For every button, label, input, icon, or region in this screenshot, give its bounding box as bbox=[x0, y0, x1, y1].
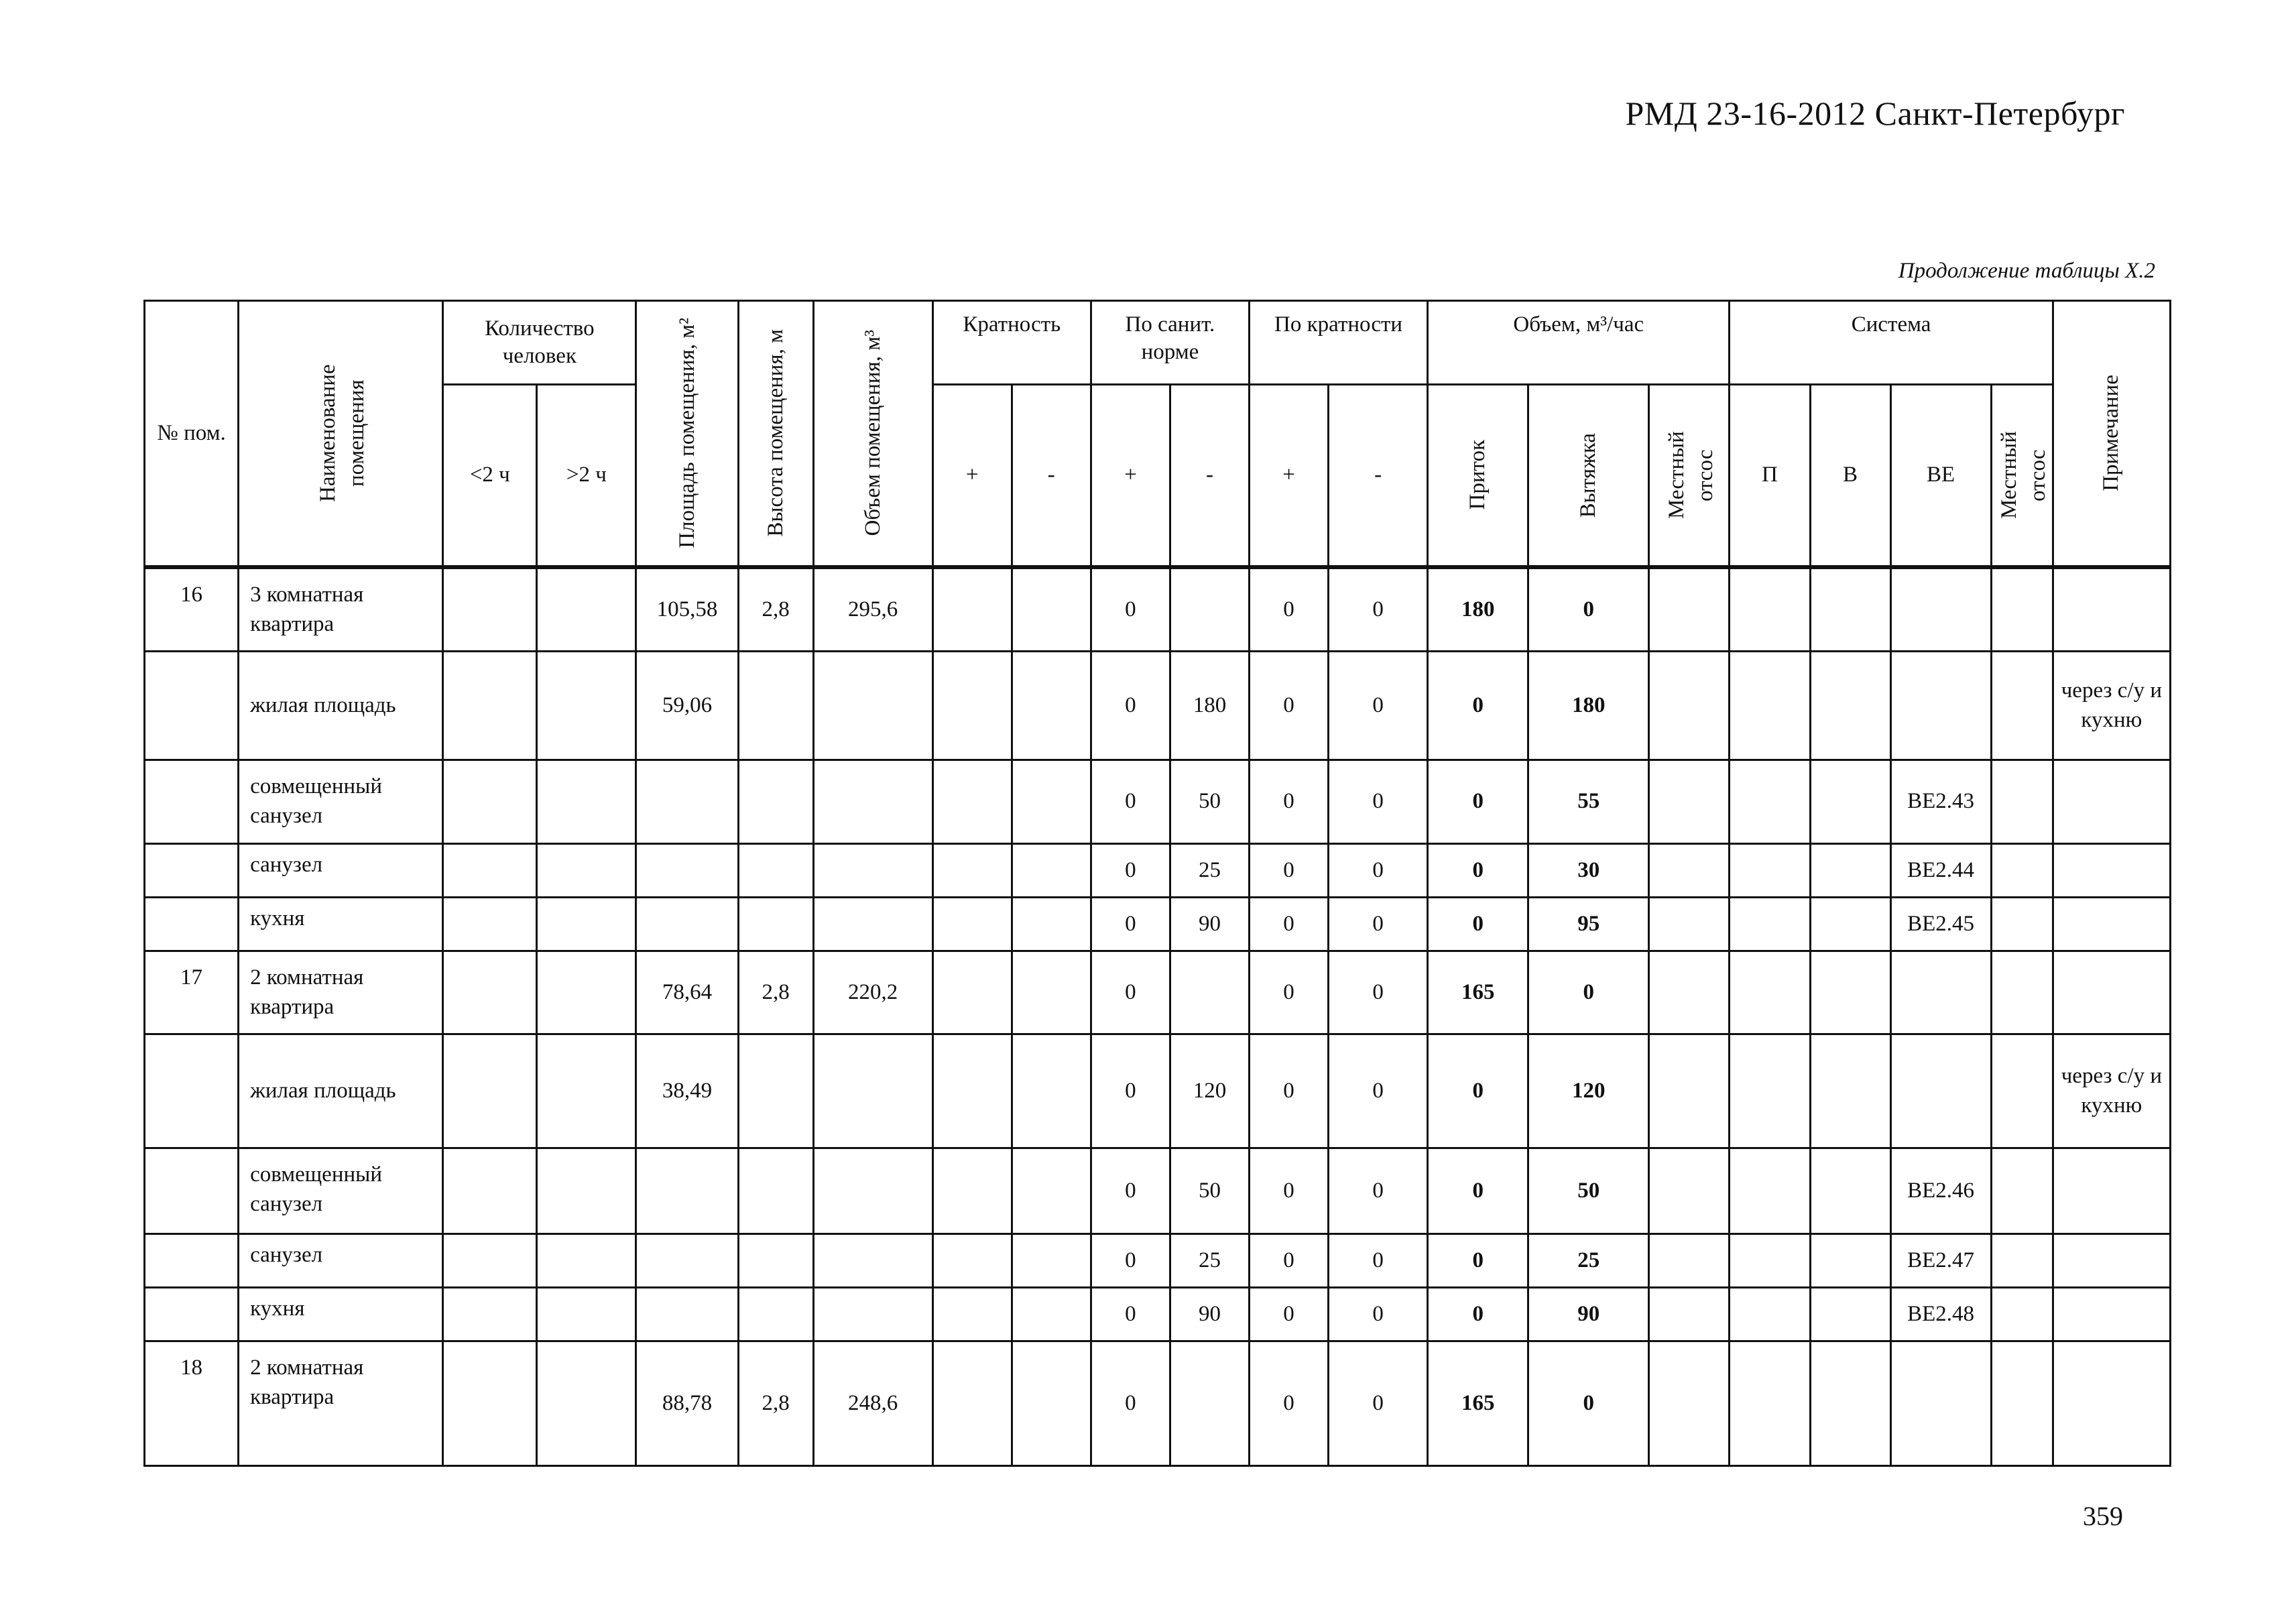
cell-people-lt bbox=[443, 897, 537, 951]
cell-note bbox=[2053, 897, 2170, 951]
cell-people-lt bbox=[443, 951, 537, 1034]
header-height bbox=[738, 301, 813, 567]
cell-local-exhaust bbox=[1649, 1287, 1730, 1341]
cell-sys-local bbox=[1991, 651, 2053, 760]
cell-sys-ve: ВЕ2.46 bbox=[1890, 1148, 1991, 1234]
header-system: Система bbox=[1730, 301, 2053, 385]
cell-area: 59,06 bbox=[636, 651, 738, 760]
cell-people-gt bbox=[537, 1234, 636, 1287]
cell-supply: 0 bbox=[1428, 897, 1528, 951]
cell-sys-local bbox=[1991, 1234, 2053, 1287]
table-row bbox=[145, 651, 2171, 760]
cell-ratio-minus bbox=[1012, 567, 1091, 652]
cell-supply: 0 bbox=[1428, 1148, 1528, 1234]
cell-san-plus: 0 bbox=[1091, 1287, 1170, 1341]
cell-exhaust: 120 bbox=[1528, 1034, 1649, 1148]
cell-san-minus: 180 bbox=[1170, 651, 1249, 760]
cell-kr-plus: 0 bbox=[1249, 843, 1328, 897]
cell-people-lt bbox=[443, 1234, 537, 1287]
cell-san-minus: 120 bbox=[1170, 1034, 1249, 1148]
cell-name: санузел bbox=[239, 1234, 443, 1287]
cell-sys-p bbox=[1730, 1287, 1810, 1341]
cell-local-exhaust bbox=[1649, 1341, 1730, 1465]
header-by-ratio-minus: - bbox=[1329, 385, 1428, 567]
cell-note: через с/у и кухню bbox=[2053, 1034, 2170, 1148]
header-area bbox=[636, 301, 738, 567]
cell-san-minus: 50 bbox=[1170, 760, 1249, 843]
document-header: РМД 23-16-2012 Санкт-Петербург bbox=[1625, 95, 2125, 132]
header-local-exhaust-text: Местный отсос bbox=[1664, 431, 1717, 520]
cell-people-lt bbox=[443, 760, 537, 843]
cell-num bbox=[145, 1234, 239, 1287]
cell-kr-plus: 0 bbox=[1249, 567, 1328, 652]
cell-san-plus: 0 bbox=[1091, 1341, 1170, 1465]
header-height-text: Высота помещения, м bbox=[763, 329, 788, 538]
cell-ratio-plus bbox=[932, 567, 1012, 652]
cell-san-plus: 0 bbox=[1091, 651, 1170, 760]
table-row bbox=[145, 843, 2171, 897]
cell-sys-p bbox=[1730, 760, 1810, 843]
cell-exhaust: 95 bbox=[1528, 897, 1649, 951]
header-exhaust bbox=[1528, 385, 1649, 567]
cell-name: кухня bbox=[239, 1287, 443, 1341]
cell-kr-plus: 0 bbox=[1249, 1341, 1328, 1465]
header-people: Количество человек bbox=[443, 301, 636, 385]
cell-num bbox=[145, 1287, 239, 1341]
cell-ratio-minus bbox=[1012, 1234, 1091, 1287]
ventilation-table bbox=[143, 300, 2171, 1467]
cell-volume bbox=[813, 1234, 932, 1287]
cell-volume bbox=[813, 1287, 932, 1341]
cell-people-lt bbox=[443, 567, 537, 652]
cell-height bbox=[738, 1287, 813, 1341]
header-volume-text: Объем помещения, м³ bbox=[860, 330, 885, 537]
cell-kr-plus: 0 bbox=[1249, 1234, 1328, 1287]
cell-volume bbox=[813, 1148, 932, 1234]
cell-sys-v bbox=[1810, 760, 1890, 843]
cell-num: 17 bbox=[145, 951, 239, 1034]
cell-sys-v bbox=[1810, 843, 1890, 897]
cell-sys-ve: ВЕ2.44 bbox=[1890, 843, 1991, 897]
cell-san-plus: 0 bbox=[1091, 1234, 1170, 1287]
cell-name: жилая площадь bbox=[239, 1034, 443, 1148]
header-sys-ve: ВЕ bbox=[1890, 385, 1991, 567]
cell-name: совмещенный санузел bbox=[239, 760, 443, 843]
header-sanit-minus: - bbox=[1170, 385, 1249, 567]
cell-height bbox=[738, 760, 813, 843]
cell-ratio-minus bbox=[1012, 1287, 1091, 1341]
cell-san-minus: 50 bbox=[1170, 1148, 1249, 1234]
header-flow: Объем, м³/час bbox=[1428, 301, 1730, 385]
header-ratio: Кратность bbox=[932, 301, 1091, 385]
cell-sys-local bbox=[1991, 1287, 2053, 1341]
cell-people-lt bbox=[443, 843, 537, 897]
cell-local-exhaust bbox=[1649, 951, 1730, 1034]
cell-sys-ve bbox=[1890, 951, 1991, 1034]
cell-sys-p bbox=[1730, 897, 1810, 951]
cell-sys-v bbox=[1810, 1287, 1890, 1341]
cell-people-gt bbox=[537, 951, 636, 1034]
header-name-text: Наименование помещения bbox=[316, 364, 369, 503]
cell-people-lt bbox=[443, 1034, 537, 1148]
cell-sys-ve bbox=[1890, 1034, 1991, 1148]
cell-sys-p bbox=[1730, 1234, 1810, 1287]
cell-volume bbox=[813, 1034, 932, 1148]
header-volume bbox=[813, 301, 932, 567]
cell-kr-plus: 0 bbox=[1249, 1034, 1328, 1148]
cell-volume bbox=[813, 897, 932, 951]
cell-sys-v bbox=[1810, 567, 1890, 652]
cell-ratio-plus bbox=[932, 897, 1012, 951]
cell-ratio-plus bbox=[932, 1341, 1012, 1465]
cell-num bbox=[145, 760, 239, 843]
cell-ratio-plus bbox=[932, 760, 1012, 843]
header-sanit: По санит. норме bbox=[1091, 301, 1249, 385]
cell-sys-ve: ВЕ2.43 bbox=[1890, 760, 1991, 843]
cell-note bbox=[2053, 567, 2170, 652]
cell-sys-p bbox=[1730, 843, 1810, 897]
header-note-text: Примечание bbox=[2099, 375, 2124, 492]
cell-num bbox=[145, 651, 239, 760]
cell-height bbox=[738, 651, 813, 760]
cell-exhaust: 180 bbox=[1528, 651, 1649, 760]
page-number: 359 bbox=[2083, 1501, 2123, 1531]
header-sys-local bbox=[1991, 385, 2053, 567]
cell-ratio-plus bbox=[932, 651, 1012, 760]
cell-sys-local bbox=[1991, 1148, 2053, 1234]
cell-people-gt bbox=[537, 1341, 636, 1465]
cell-height bbox=[738, 1148, 813, 1234]
cell-sys-ve: ВЕ2.48 bbox=[1890, 1287, 1991, 1341]
cell-san-minus bbox=[1170, 951, 1249, 1034]
table-continuation-caption: Продолжение таблицы X.2 bbox=[1898, 259, 2155, 283]
cell-people-gt bbox=[537, 1034, 636, 1148]
cell-exhaust: 0 bbox=[1528, 951, 1649, 1034]
header-by-ratio-plus: + bbox=[1249, 385, 1328, 567]
cell-exhaust: 30 bbox=[1528, 843, 1649, 897]
cell-kr-plus: 0 bbox=[1249, 897, 1328, 951]
cell-sys-local bbox=[1991, 843, 2053, 897]
cell-local-exhaust bbox=[1649, 1034, 1730, 1148]
cell-volume: 248,6 bbox=[813, 1341, 932, 1465]
cell-height: 2,8 bbox=[738, 567, 813, 652]
cell-kr-minus: 0 bbox=[1329, 760, 1428, 843]
cell-num bbox=[145, 1148, 239, 1234]
cell-san-minus: 90 bbox=[1170, 897, 1249, 951]
cell-supply: 0 bbox=[1428, 1287, 1528, 1341]
cell-name: кухня bbox=[239, 897, 443, 951]
cell-ratio-minus bbox=[1012, 843, 1091, 897]
cell-kr-minus: 0 bbox=[1329, 897, 1428, 951]
cell-ratio-minus bbox=[1012, 1034, 1091, 1148]
cell-name: 2 комнатная квартира bbox=[239, 1341, 443, 1465]
cell-volume: 295,6 bbox=[813, 567, 932, 652]
cell-sys-p bbox=[1730, 1341, 1810, 1465]
cell-sys-v bbox=[1810, 1034, 1890, 1148]
cell-height bbox=[738, 897, 813, 951]
cell-supply: 0 bbox=[1428, 843, 1528, 897]
table-row bbox=[145, 760, 2171, 843]
cell-local-exhaust bbox=[1649, 567, 1730, 652]
cell-volume bbox=[813, 760, 932, 843]
cell-note bbox=[2053, 1148, 2170, 1234]
header-supply bbox=[1428, 385, 1528, 567]
cell-ratio-minus bbox=[1012, 1148, 1091, 1234]
cell-san-plus: 0 bbox=[1091, 951, 1170, 1034]
cell-ratio-plus bbox=[932, 1148, 1012, 1234]
header-by-ratio: По кратности bbox=[1249, 301, 1427, 385]
table-row bbox=[145, 897, 2171, 951]
cell-kr-minus: 0 bbox=[1329, 1148, 1428, 1234]
cell-supply: 180 bbox=[1428, 567, 1528, 652]
cell-name: санузел bbox=[239, 843, 443, 897]
cell-people-gt bbox=[537, 760, 636, 843]
cell-supply: 165 bbox=[1428, 951, 1528, 1034]
cell-num: 16 bbox=[145, 567, 239, 652]
cell-local-exhaust bbox=[1649, 1148, 1730, 1234]
cell-san-plus: 0 bbox=[1091, 760, 1170, 843]
cell-local-exhaust bbox=[1649, 760, 1730, 843]
header-sys-v: В bbox=[1810, 385, 1890, 567]
cell-area bbox=[636, 760, 738, 843]
cell-sys-ve bbox=[1890, 651, 1991, 760]
header-name bbox=[239, 301, 443, 567]
cell-area: 38,49 bbox=[636, 1034, 738, 1148]
cell-sys-local bbox=[1991, 897, 2053, 951]
cell-area bbox=[636, 1234, 738, 1287]
cell-kr-plus: 0 bbox=[1249, 760, 1328, 843]
cell-san-minus: 25 bbox=[1170, 843, 1249, 897]
cell-exhaust: 0 bbox=[1528, 567, 1649, 652]
cell-people-lt bbox=[443, 1287, 537, 1341]
cell-height bbox=[738, 1234, 813, 1287]
cell-kr-minus: 0 bbox=[1329, 951, 1428, 1034]
cell-local-exhaust bbox=[1649, 1234, 1730, 1287]
cell-san-minus bbox=[1170, 567, 1249, 652]
cell-san-minus: 25 bbox=[1170, 1234, 1249, 1287]
cell-exhaust: 90 bbox=[1528, 1287, 1649, 1341]
cell-note bbox=[2053, 1234, 2170, 1287]
cell-note: через с/у и кухню bbox=[2053, 651, 2170, 760]
cell-note bbox=[2053, 760, 2170, 843]
cell-exhaust: 25 bbox=[1528, 1234, 1649, 1287]
header-local-exhaust bbox=[1649, 385, 1730, 567]
cell-ratio-minus bbox=[1012, 651, 1091, 760]
cell-sys-v bbox=[1810, 1234, 1890, 1287]
cell-people-lt bbox=[443, 651, 537, 760]
table-row bbox=[145, 1341, 2171, 1465]
cell-exhaust: 55 bbox=[1528, 760, 1649, 843]
cell-area bbox=[636, 1148, 738, 1234]
cell-san-plus: 0 bbox=[1091, 567, 1170, 652]
cell-kr-minus: 0 bbox=[1329, 1287, 1428, 1341]
cell-sys-p bbox=[1730, 1034, 1810, 1148]
cell-kr-minus: 0 bbox=[1329, 567, 1428, 652]
cell-num bbox=[145, 897, 239, 951]
cell-area: 78,64 bbox=[636, 951, 738, 1034]
cell-san-plus: 0 bbox=[1091, 1148, 1170, 1234]
header-people-gt: >2 ч bbox=[537, 385, 636, 567]
cell-supply: 0 bbox=[1428, 760, 1528, 843]
cell-name: совмещенный санузел bbox=[239, 1148, 443, 1234]
cell-sys-v bbox=[1810, 1148, 1890, 1234]
cell-volume bbox=[813, 651, 932, 760]
cell-ratio-plus bbox=[932, 1234, 1012, 1287]
cell-height bbox=[738, 1034, 813, 1148]
header-num: № пом. bbox=[145, 301, 239, 567]
cell-sys-v bbox=[1810, 897, 1890, 951]
cell-note bbox=[2053, 951, 2170, 1034]
cell-local-exhaust bbox=[1649, 897, 1730, 951]
cell-kr-minus: 0 bbox=[1329, 843, 1428, 897]
cell-area: 88,78 bbox=[636, 1341, 738, 1465]
cell-sys-p bbox=[1730, 951, 1810, 1034]
cell-sys-ve: ВЕ2.45 bbox=[1890, 897, 1991, 951]
cell-sys-ve: ВЕ2.47 bbox=[1890, 1234, 1991, 1287]
cell-san-plus: 0 bbox=[1091, 1034, 1170, 1148]
cell-note bbox=[2053, 1341, 2170, 1465]
cell-height: 2,8 bbox=[738, 1341, 813, 1465]
cell-sys-v bbox=[1810, 651, 1890, 760]
cell-sys-local bbox=[1991, 1034, 2053, 1148]
cell-kr-minus: 0 bbox=[1329, 1034, 1428, 1148]
cell-name: 3 комнатная квартира bbox=[239, 567, 443, 652]
cell-ratio-minus bbox=[1012, 897, 1091, 951]
cell-ratio-plus bbox=[932, 1034, 1012, 1148]
cell-area bbox=[636, 897, 738, 951]
cell-ratio-minus bbox=[1012, 760, 1091, 843]
header-supply-text: Приток bbox=[1465, 440, 1490, 510]
table-row bbox=[145, 1148, 2171, 1234]
header-exhaust-text: Вытяжка bbox=[1576, 432, 1601, 518]
cell-kr-plus: 0 bbox=[1249, 951, 1328, 1034]
header-sys-local-text: Местный отсос bbox=[1997, 431, 2051, 520]
table-row bbox=[145, 1034, 2171, 1148]
cell-num: 18 bbox=[145, 1341, 239, 1465]
cell-exhaust: 50 bbox=[1528, 1148, 1649, 1234]
cell-people-gt bbox=[537, 567, 636, 652]
cell-sys-local bbox=[1991, 567, 2053, 652]
cell-people-lt bbox=[443, 1341, 537, 1465]
header-area-label: Площадь помещения, м² bbox=[674, 318, 699, 549]
cell-kr-minus: 0 bbox=[1329, 651, 1428, 760]
cell-people-gt bbox=[537, 1287, 636, 1341]
cell-sys-p bbox=[1730, 651, 1810, 760]
table-row bbox=[145, 1234, 2171, 1287]
cell-note bbox=[2053, 1287, 2170, 1341]
header-ratio-minus: - bbox=[1012, 385, 1091, 567]
cell-area bbox=[636, 1287, 738, 1341]
header-sys-p: П bbox=[1730, 385, 1810, 567]
cell-exhaust: 0 bbox=[1528, 1341, 1649, 1465]
cell-sys-local bbox=[1991, 1341, 2053, 1465]
cell-num bbox=[145, 1034, 239, 1148]
cell-sys-ve bbox=[1890, 1341, 1991, 1465]
table-row bbox=[145, 1287, 2171, 1341]
cell-kr-minus: 0 bbox=[1329, 1234, 1428, 1287]
cell-sys-ve bbox=[1890, 567, 1991, 652]
cell-height bbox=[738, 843, 813, 897]
cell-volume bbox=[813, 843, 932, 897]
header-area-text bbox=[673, 318, 702, 548]
cell-kr-plus: 0 bbox=[1249, 651, 1328, 760]
cell-supply: 0 bbox=[1428, 1034, 1528, 1148]
table-row bbox=[145, 567, 2171, 652]
header-sanit-plus: + bbox=[1091, 385, 1170, 567]
cell-people-lt bbox=[443, 1148, 537, 1234]
table-row bbox=[145, 951, 2171, 1034]
cell-san-minus: 90 bbox=[1170, 1287, 1249, 1341]
cell-supply: 0 bbox=[1428, 651, 1528, 760]
cell-supply: 165 bbox=[1428, 1341, 1528, 1465]
cell-kr-minus: 0 bbox=[1329, 1341, 1428, 1465]
cell-people-gt bbox=[537, 897, 636, 951]
cell-sys-p bbox=[1730, 1148, 1810, 1234]
cell-ratio-plus bbox=[932, 951, 1012, 1034]
cell-height: 2,8 bbox=[738, 951, 813, 1034]
header-ratio-plus: + bbox=[932, 385, 1012, 567]
header-people-lt: <2 ч bbox=[443, 385, 537, 567]
cell-area bbox=[636, 843, 738, 897]
cell-san-plus: 0 bbox=[1091, 897, 1170, 951]
cell-ratio-minus bbox=[1012, 1341, 1091, 1465]
cell-sys-v bbox=[1810, 1341, 1890, 1465]
cell-sys-local bbox=[1991, 760, 2053, 843]
cell-sys-v bbox=[1810, 951, 1890, 1034]
cell-note bbox=[2053, 843, 2170, 897]
cell-kr-plus: 0 bbox=[1249, 1148, 1328, 1234]
cell-local-exhaust bbox=[1649, 651, 1730, 760]
cell-name: 2 комнатная квартира bbox=[239, 951, 443, 1034]
cell-san-minus bbox=[1170, 1341, 1249, 1465]
cell-san-plus: 0 bbox=[1091, 843, 1170, 897]
cell-people-gt bbox=[537, 843, 636, 897]
cell-supply: 0 bbox=[1428, 1234, 1528, 1287]
cell-ratio-plus bbox=[932, 843, 1012, 897]
cell-sys-local bbox=[1991, 951, 2053, 1034]
cell-people-gt bbox=[537, 1148, 636, 1234]
cell-local-exhaust bbox=[1649, 843, 1730, 897]
cell-volume: 220,2 bbox=[813, 951, 932, 1034]
cell-area: 105,58 bbox=[636, 567, 738, 652]
cell-ratio-minus bbox=[1012, 951, 1091, 1034]
cell-name: жилая площадь bbox=[239, 651, 443, 760]
cell-sys-p bbox=[1730, 567, 1810, 652]
cell-kr-plus: 0 bbox=[1249, 1287, 1328, 1341]
header-note bbox=[2053, 301, 2170, 567]
cell-num bbox=[145, 843, 239, 897]
cell-people-gt bbox=[537, 651, 636, 760]
cell-ratio-plus bbox=[932, 1287, 1012, 1341]
